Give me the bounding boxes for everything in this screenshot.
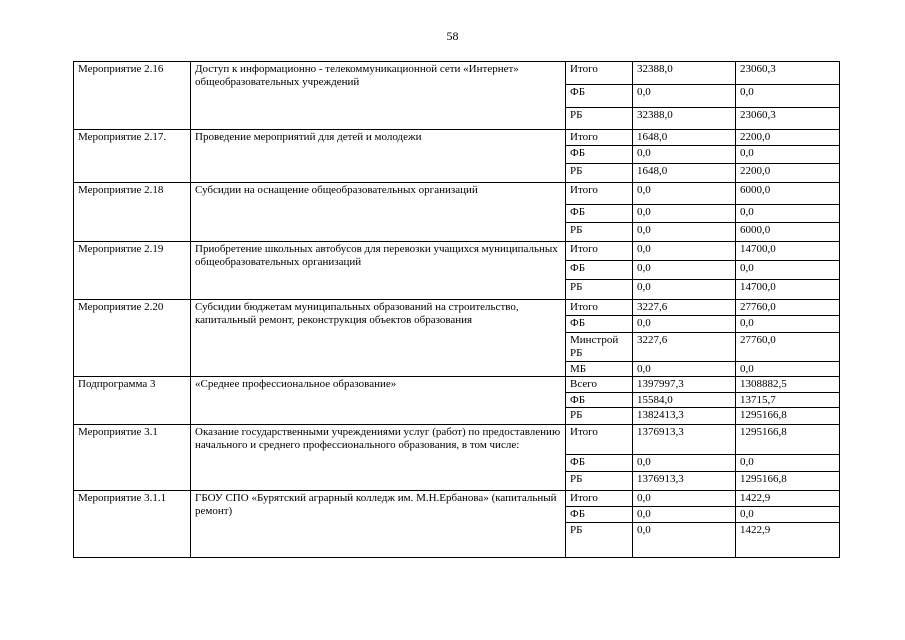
activity-code: Мероприятие 3.1 bbox=[74, 425, 191, 491]
amount-col-1: 0,0 bbox=[633, 205, 736, 223]
amount-col-2: 27760,0 bbox=[736, 333, 840, 362]
amount-col-1: 0,0 bbox=[633, 523, 736, 558]
table-row bbox=[74, 242, 840, 261]
amount-col-1: 0,0 bbox=[633, 280, 736, 300]
amount-col-2: 13715,7 bbox=[736, 393, 840, 408]
funding-source: ФБ bbox=[566, 146, 633, 164]
amount-col-2: 0,0 bbox=[736, 85, 840, 108]
activity-code: Мероприятие 2.19 bbox=[74, 242, 191, 300]
amount-col-1: 1376913,3 bbox=[633, 425, 736, 455]
amount-col-2: 14700,0 bbox=[736, 280, 840, 300]
activity-name: Проведение мероприятий для детей и молодежи bbox=[191, 130, 566, 183]
amount-col-2: 1295166,8 bbox=[736, 408, 840, 425]
amount-col-2: 0,0 bbox=[736, 316, 840, 333]
funding-source: МБ bbox=[566, 362, 633, 377]
amount-col-1: 0,0 bbox=[633, 223, 736, 242]
funding-source: Всего bbox=[566, 377, 633, 393]
funding-source: РБ bbox=[566, 108, 633, 130]
table-row bbox=[74, 300, 840, 316]
funding-source: Итого bbox=[566, 183, 633, 205]
amount-col-2: 0,0 bbox=[736, 205, 840, 223]
program-table bbox=[73, 61, 840, 558]
table-row bbox=[74, 491, 840, 507]
funding-source: ФБ bbox=[566, 261, 633, 280]
funding-source: РБ bbox=[566, 472, 633, 491]
activity-code: Мероприятие 2.16 bbox=[74, 62, 191, 130]
funding-source: Итого bbox=[566, 130, 633, 146]
amount-col-1: 1648,0 bbox=[633, 164, 736, 183]
amount-col-1: 0,0 bbox=[633, 85, 736, 108]
funding-source: ФБ bbox=[566, 85, 633, 108]
amount-col-2: 14700,0 bbox=[736, 242, 840, 261]
amount-col-2: 1295166,8 bbox=[736, 472, 840, 491]
activity-code: Мероприятие 2.18 bbox=[74, 183, 191, 242]
amount-col-2: 2200,0 bbox=[736, 130, 840, 146]
activity-code: Мероприятие 3.1.1 bbox=[74, 491, 191, 558]
amount-col-1: 0,0 bbox=[633, 491, 736, 507]
amount-col-2: 23060,3 bbox=[736, 62, 840, 85]
amount-col-1: 1382413,3 bbox=[633, 408, 736, 425]
table-row bbox=[74, 183, 840, 205]
activity-code: Мероприятие 2.17. bbox=[74, 130, 191, 183]
activity-name: ГБОУ СПО «Бурятский аграрный колледж им. М.Н.Ербанова» (капитальный ремонт) bbox=[191, 491, 566, 558]
funding-source: Итого bbox=[566, 300, 633, 316]
funding-source: Итого bbox=[566, 242, 633, 261]
activity-name: Оказание государственными учреждениями услуг (работ) по предоставлению начального и среднего профессионального образования, в том числе: bbox=[191, 425, 566, 491]
amount-col-2: 2200,0 bbox=[736, 164, 840, 183]
amount-col-1: 0,0 bbox=[633, 455, 736, 472]
funding-source: ФБ bbox=[566, 205, 633, 223]
amount-col-2: 23060,3 bbox=[736, 108, 840, 130]
funding-source: РБ bbox=[566, 408, 633, 425]
funding-source: ФБ bbox=[566, 393, 633, 408]
funding-source: Итого bbox=[566, 491, 633, 507]
amount-col-1: 0,0 bbox=[633, 146, 736, 164]
amount-col-1: 32388,0 bbox=[633, 108, 736, 130]
funding-source: РБ bbox=[566, 164, 633, 183]
amount-col-1: 0,0 bbox=[633, 242, 736, 261]
activity-name: Субсидии бюджетам муниципальных образований на строительство, капитальный ремонт, реконструкция объектов образования bbox=[191, 300, 566, 377]
amount-col-2: 1308882,5 bbox=[736, 377, 840, 393]
amount-col-1: 3227,6 bbox=[633, 333, 736, 362]
amount-col-2: 6000,0 bbox=[736, 223, 840, 242]
amount-col-1: 1397997,3 bbox=[633, 377, 736, 393]
table-row bbox=[74, 377, 840, 393]
funding-source: Итого bbox=[566, 62, 633, 85]
amount-col-2: 0,0 bbox=[736, 261, 840, 280]
activity-name: Приобретение школьных автобусов для перевозки учащихся муниципальных общеобразовательных организаций bbox=[191, 242, 566, 300]
amount-col-1: 0,0 bbox=[633, 507, 736, 523]
amount-col-2: 27760,0 bbox=[736, 300, 840, 316]
funding-source: ФБ bbox=[566, 455, 633, 472]
table-row bbox=[74, 130, 840, 146]
amount-col-2: 1422,9 bbox=[736, 491, 840, 507]
activity-code: Подпрограмма 3 bbox=[74, 377, 191, 425]
amount-col-2: 0,0 bbox=[736, 146, 840, 164]
activity-name: «Среднее профессиональное образование» bbox=[191, 377, 566, 425]
amount-col-2: 1295166,8 bbox=[736, 425, 840, 455]
amount-col-2: 0,0 bbox=[736, 507, 840, 523]
table-row bbox=[74, 425, 840, 455]
funding-source: ФБ bbox=[566, 507, 633, 523]
activity-name: Субсидии на оснащение общеобразовательных организаций bbox=[191, 183, 566, 242]
funding-source: Итого bbox=[566, 425, 633, 455]
amount-col-1: 15584,0 bbox=[633, 393, 736, 408]
amount-col-1: 1648,0 bbox=[633, 130, 736, 146]
amount-col-2: 0,0 bbox=[736, 455, 840, 472]
activity-name: Доступ к информационно - телекоммуникационной сети «Интернет» общеобразовательных учреждений bbox=[191, 62, 566, 130]
amount-col-1: 0,0 bbox=[633, 362, 736, 377]
amount-col-2: 6000,0 bbox=[736, 183, 840, 205]
amount-col-2: 0,0 bbox=[736, 362, 840, 377]
page-number: 58 bbox=[446, 29, 459, 43]
amount-col-1: 0,0 bbox=[633, 261, 736, 280]
amount-col-1: 0,0 bbox=[633, 183, 736, 205]
funding-source: РБ bbox=[566, 280, 633, 300]
funding-source: ФБ bbox=[566, 316, 633, 333]
amount-col-1: 32388,0 bbox=[633, 62, 736, 85]
funding-source: РБ bbox=[566, 523, 633, 558]
amount-col-2: 1422,9 bbox=[736, 523, 840, 558]
amount-col-1: 3227,6 bbox=[633, 300, 736, 316]
amount-col-1: 0,0 bbox=[633, 316, 736, 333]
amount-col-1: 1376913,3 bbox=[633, 472, 736, 491]
funding-source: Минстрой РБ bbox=[566, 333, 633, 362]
table-row bbox=[74, 62, 840, 85]
funding-source: РБ bbox=[566, 223, 633, 242]
activity-code: Мероприятие 2.20 bbox=[74, 300, 191, 377]
